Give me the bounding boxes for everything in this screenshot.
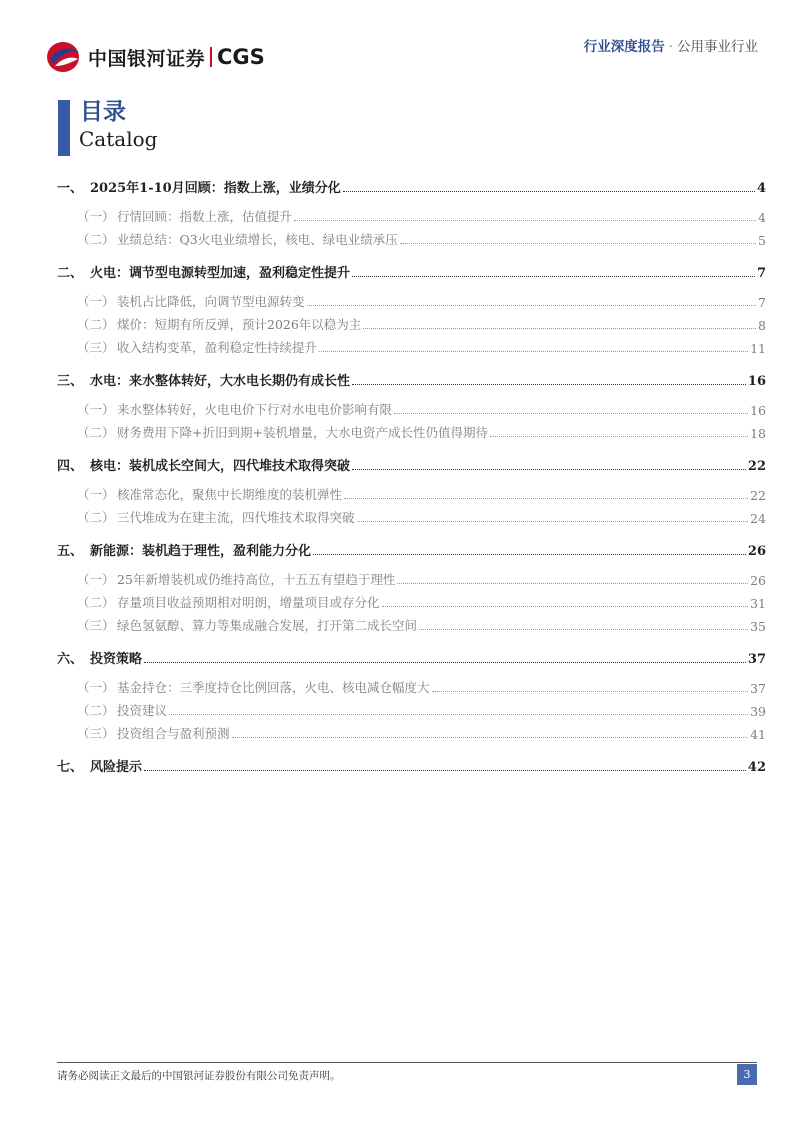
logo-chinese-text: 中国银河证券 [88, 47, 206, 70]
table-of-contents [57, 170, 766, 775]
toc-subsection-number: （三） [77, 618, 115, 633]
toc-dot-leader [352, 469, 746, 470]
toc-section-title: 投资策略 [90, 652, 143, 667]
toc-section-number: 五、 [57, 544, 84, 559]
toc-subsection-title: 煤价：短期有所反弹，预计2026年以稳为主 [117, 317, 362, 332]
toc-subsection-entry[interactable] [77, 565, 766, 588]
toc-subsection-page: 39 [750, 704, 766, 719]
toc-subsection-page: 16 [750, 403, 766, 418]
toc-dot-leader [294, 220, 756, 221]
toc-dot-leader [313, 554, 746, 555]
toc-dot-leader [319, 351, 748, 352]
footer-divider [57, 1062, 757, 1063]
toc-section-number: 七、 [57, 760, 84, 775]
toc-section-page: 37 [747, 652, 766, 667]
toc-dot-leader [169, 714, 748, 715]
toc-dot-leader [397, 583, 748, 584]
toc-subsection-number: （一） [77, 680, 115, 695]
toc-subsection-page: 26 [750, 573, 766, 588]
toc-subsection-entry[interactable] [77, 310, 766, 333]
toc-subsection-entry[interactable] [77, 611, 766, 634]
toc-subsection-page: 35 [750, 619, 766, 634]
toc-dot-leader [419, 629, 748, 630]
toc-dot-leader [144, 770, 746, 771]
toc-subsection-page: 31 [750, 596, 766, 611]
toc-section-page: 26 [747, 544, 766, 559]
toc-subsection-page: 7 [758, 295, 766, 310]
toc-section-entry[interactable] [57, 641, 766, 667]
toc-subsection-title: 收入结构变革，盈利稳定性持续提升 [117, 340, 318, 355]
toc-subsection-page: 41 [750, 727, 766, 742]
toc-section-title: 2025年1-10月回顾：指数上涨，业绩分化 [90, 181, 341, 196]
toc-subsection-page: 37 [750, 681, 766, 696]
toc-subsection-title: 财务费用下降+折旧到期+装机增量，大水电资产成长性仍值得期待 [117, 425, 488, 440]
toc-subsection-entry[interactable] [77, 333, 766, 356]
toc-subsection-entry[interactable] [77, 287, 766, 310]
toc-subsection-number: （二） [77, 595, 115, 610]
toc-subsection-title: 装机占比降低，向调节型电源转变 [117, 294, 305, 309]
toc-subsection-entry[interactable] [77, 202, 766, 225]
footer-disclaimer: 请务必阅读正文最后的中国银河证券股份有限公司免责声明。 [57, 1070, 341, 1082]
catalog-accent-bar [58, 100, 70, 156]
toc-dot-leader [343, 191, 755, 192]
toc-subsection-entry[interactable] [77, 225, 766, 248]
toc-section-number: 三、 [57, 374, 84, 389]
toc-subsection-entry[interactable] [77, 673, 766, 696]
toc-section-title: 火电：调节型电源转型加速，盈利稳定性提升 [90, 266, 351, 281]
toc-dot-leader [400, 243, 756, 244]
toc-subsection-entry[interactable] [77, 696, 766, 719]
toc-section-page: 16 [747, 374, 766, 389]
toc-subsection-number: （三） [77, 726, 115, 741]
toc-section-number: 二、 [57, 266, 84, 281]
toc-subsection-title: 投资建议 [117, 703, 168, 718]
catalog-title-cn: 目录 [80, 99, 126, 125]
toc-section-entry[interactable] [57, 749, 766, 775]
toc-subsection-entry[interactable] [77, 418, 766, 441]
report-type: 行业深度报告 [583, 39, 665, 55]
catalog-title-en: Catalog [79, 127, 158, 151]
toc-subsection-number: （一） [77, 402, 115, 417]
toc-subsection-title: 绿色氢氨醇、算力等集成融合发展，打开第二成长空间 [117, 618, 418, 633]
toc-section-page: 7 [756, 266, 766, 281]
logo-english-text: CGS [217, 45, 265, 69]
toc-subsection-page: 24 [750, 511, 766, 526]
toc-section-number: 四、 [57, 459, 84, 474]
toc-subsection-entry[interactable] [77, 719, 766, 742]
toc-subsection-page: 11 [750, 341, 766, 356]
toc-subsection-entry[interactable] [77, 588, 766, 611]
toc-subsection-title: 三代堆成为在建主流，四代堆技术取得突破 [117, 510, 355, 525]
galaxy-logo-icon [46, 40, 82, 74]
toc-dot-leader [363, 328, 756, 329]
industry-name: 公用事业行业 [677, 39, 758, 55]
toc-subsection-title: 存量项目收益预期相对明朗，增量项目或存分化 [117, 595, 380, 610]
toc-section-page: 42 [747, 760, 766, 775]
toc-subsection-number: （一） [77, 572, 115, 587]
toc-subsection-number: （二） [77, 232, 115, 247]
header-separator: · [668, 39, 673, 55]
toc-subsection-entry[interactable] [77, 503, 766, 526]
toc-subsection-number: （三） [77, 340, 115, 355]
toc-section-entry[interactable] [57, 363, 766, 389]
toc-section-number: 六、 [57, 652, 84, 667]
toc-section-title: 水电：来水整体转好，大水电长期仍有成长性 [90, 374, 351, 389]
toc-subsection-title: 基金持仓：三季度持仓比例回落，火电、核电减仓幅度大 [117, 680, 430, 695]
toc-dot-leader [490, 436, 748, 437]
toc-subsection-entry[interactable] [77, 480, 766, 503]
toc-dot-leader [394, 413, 748, 414]
toc-subsection-title: 25年新增装机或仍维持高位，十五五有望趋于理性 [117, 572, 396, 587]
toc-subsection-title: 来水整体转好，火电电价下行对水电电价影响有限 [117, 402, 393, 417]
toc-subsection-title: 业绩总结：Q3火电业绩增长，核电、绿电业绩承压 [117, 232, 398, 247]
toc-section-title: 核电：装机成长空间大，四代堆技术取得突破 [90, 459, 351, 474]
toc-subsection-page: 18 [750, 426, 766, 441]
toc-dot-leader [232, 737, 749, 738]
toc-subsection-number: （二） [77, 317, 115, 332]
toc-dot-leader [352, 384, 746, 385]
toc-subsection-title: 投资组合与盈利预测 [117, 726, 230, 741]
toc-subsection-entry[interactable] [77, 395, 766, 418]
toc-section-title: 新能源：装机趋于理性，盈利能力分化 [90, 544, 312, 559]
toc-section-entry[interactable] [57, 533, 766, 559]
toc-section-entry[interactable] [57, 255, 766, 281]
toc-subsection-page: 8 [758, 318, 766, 333]
toc-subsection-page: 22 [750, 488, 766, 503]
toc-dot-leader [432, 691, 749, 692]
toc-subsection-page: 5 [758, 233, 766, 248]
toc-subsection-title: 行情回顾：指数上涨，估值提升 [117, 209, 293, 224]
company-logo [46, 40, 265, 74]
toc-section-entry[interactable] [57, 170, 766, 196]
toc-subsection-title: 核准常态化，聚焦中长期维度的装机弹性 [117, 487, 343, 502]
toc-subsection-number: （二） [77, 510, 115, 525]
toc-subsection-number: （二） [77, 703, 115, 718]
report-header [584, 35, 758, 55]
page-number: 3 [737, 1064, 757, 1085]
toc-subsection-number: （一） [77, 487, 115, 502]
toc-subsection-number: （一） [77, 294, 115, 309]
toc-subsection-page: 4 [758, 210, 766, 225]
toc-subsection-number: （二） [77, 425, 115, 440]
toc-section-title: 风险提示 [90, 760, 143, 775]
toc-dot-leader [344, 498, 748, 499]
toc-dot-leader [144, 662, 746, 663]
toc-section-page: 22 [747, 459, 766, 474]
toc-section-entry[interactable] [57, 448, 766, 474]
toc-subsection-number: （一） [77, 209, 115, 224]
toc-dot-leader [357, 521, 749, 522]
toc-section-page: 4 [756, 181, 766, 196]
toc-dot-leader [307, 305, 757, 306]
toc-section-number: 一、 [57, 181, 84, 196]
toc-dot-leader [352, 276, 755, 277]
toc-dot-leader [382, 606, 749, 607]
logo-divider [210, 47, 212, 67]
